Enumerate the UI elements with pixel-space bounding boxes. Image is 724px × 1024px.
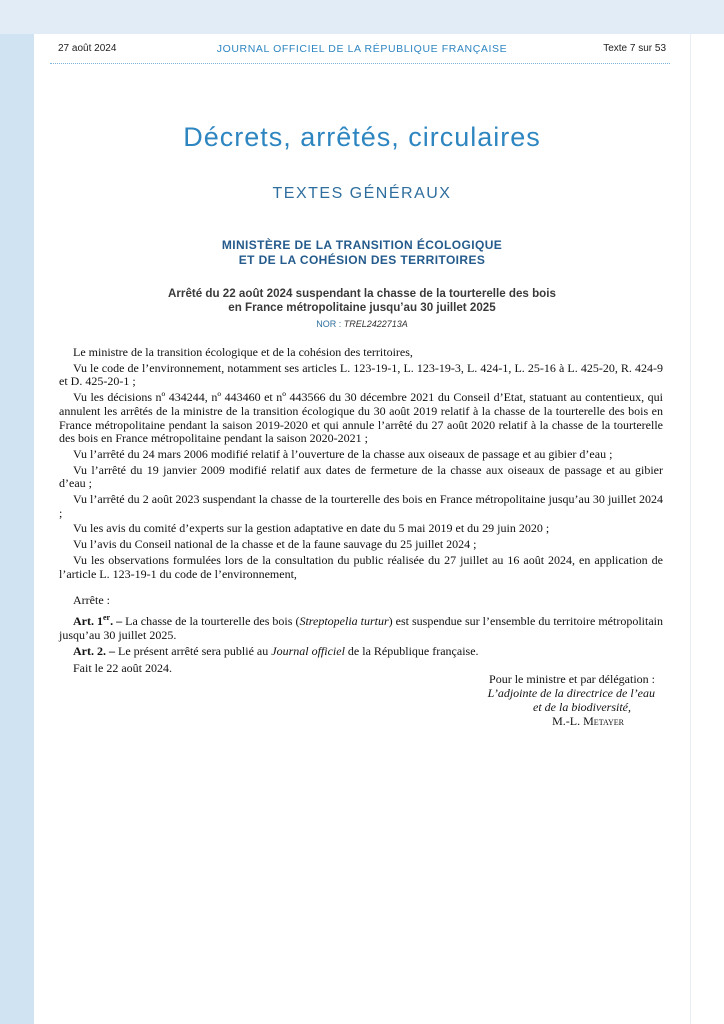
species-name: Streptopelia turtur [299, 613, 389, 628]
top-margin-band [0, 0, 724, 34]
signatory-title-1: L’adjointe de la directrice de l’eau [487, 686, 655, 700]
arrete-title-line-1: Arrêté du 22 août 2024 suspendant la chasse de la tourterelle des bois [168, 287, 556, 300]
ministry-line-1: MINISTÈRE DE LA TRANSITION ÉCOLOGIQUE [221, 238, 503, 252]
article-1-label: Art. 1er. – [73, 612, 126, 628]
nor-value: TREL2422713A [343, 319, 408, 329]
document-body [59, 346, 663, 678]
nor-reference [0, 319, 724, 329]
article-1-text-after: ) est suspendue sur l’ensemble du territoire métropolitain jusqu’au 30 juillet 2025. [59, 613, 663, 642]
signatory-name: M.-L. Metayer [552, 714, 624, 728]
preamble: Le ministre de la transition écologique et de la cohésion des territoires, [73, 345, 413, 359]
page-right-edge [690, 34, 691, 1024]
visa-item: Vu les décisions nº 434244, nº 443460 et nº 443566 du 30 décembre 2021 du Conseil d’Etat, statuant au contentieux, qui annulent les arrêtés de la ministre de la transition écologique du 30 août 2019 relatif à la chasse de la tourterelle des bois en France métropolitaine pendant la saison 2019-2020 et qui annule l’arrêté du 27 août 2020 relatif à la chasse de la tourterelle des bois en France métropolitaine pendant la saison 2020-2021 ; [59, 390, 663, 446]
header-divider [50, 63, 670, 64]
header-page-number: Texte 7 sur 53 [603, 43, 666, 54]
signatory-title-2: et de la biodiversité, [533, 700, 631, 714]
visa-item: Vu l’arrêté du 2 août 2023 suspendant la chasse de la tourterelle des bois en France métropolitaine jusqu’au 30 juillet 2024 ; [59, 492, 663, 520]
arrete-statement: Arrête : [73, 593, 110, 608]
article-1 [59, 611, 663, 642]
article-2-text-before: Le présent arrêté sera publié au [118, 644, 272, 659]
subsection-title: TEXTES GÉNÉRAUX [272, 185, 452, 202]
section-title: Décrets, arrêtés, circulaires [183, 122, 541, 152]
visa-item: Vu l’avis du Conseil national de la chasse et de la faune sauvage du 25 juillet 2024 ; [73, 537, 477, 552]
header-journal-title: JOURNAL OFFICIEL DE LA RÉPUBLIQUE FRANÇAISE [216, 43, 508, 55]
left-margin-band [0, 0, 34, 1024]
article-2-label: Art. 2. – [73, 644, 118, 659]
header-date: 27 août 2024 [58, 43, 117, 54]
visa-item: Vu le code de l’environnement, notamment ses articles L. 123-19-1, L. 123-19-3, L. 424-1, L. 25-16 à L. 425-20, R. 424-9 et D. 425-20-1 ; [59, 360, 663, 389]
ministry-heading [0, 238, 724, 268]
signature-block [355, 672, 655, 728]
nor-label: NOR : [316, 319, 344, 329]
arrete-title-line-2: en France métropolitaine jusqu’au 30 juillet 2025 [228, 301, 496, 314]
signature-role: Pour le ministre et par délégation : [489, 672, 655, 686]
article-2 [59, 645, 663, 659]
visa-item: Vu l’arrêté du 24 mars 2006 modifié relatif à l’ouverture de la chasse aux oiseaux de passage et au gibier d’eau ; [73, 446, 613, 461]
visa-item: Vu les avis du comité d’experts sur la gestion adaptative en date du 5 mai 2019 et du 29 juin 2020 ; [73, 521, 550, 536]
article-1-text-before: La chasse de la tourterelle des bois ( [125, 613, 300, 628]
journal-officiel-ref: Journal officiel [271, 644, 345, 659]
article-2-text-after: de la République française. [344, 644, 479, 659]
visa-item: Vu les observations formulées lors de la consultation du public réalisée du 27 juillet au 16 août 2024, en application de l’article L. 123-19-1 du code de l’environnement, [59, 552, 663, 581]
visa-item: Vu l’arrêté du 19 janvier 2009 modifié relatif aux dates de fermeture de la chasse aux oiseaux de passage et au gibier d’eau ; [59, 462, 663, 491]
ministry-line-2: ET DE LA COHÉSION DES TERRITOIRES [238, 253, 486, 267]
signature-date: Fait le 22 août 2024. [73, 661, 172, 676]
arrete-title [0, 287, 724, 315]
